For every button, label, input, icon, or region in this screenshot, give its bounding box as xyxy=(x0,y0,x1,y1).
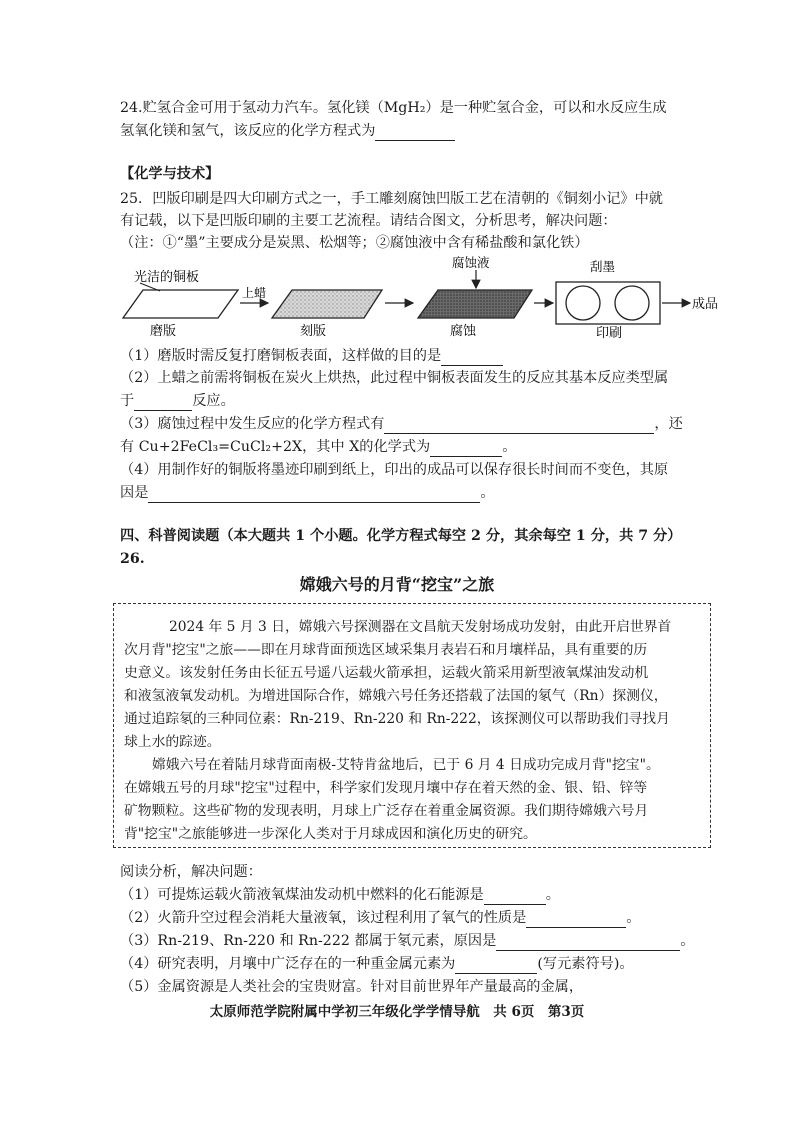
passage-line: 在嫦娥五号的月球"挖宝"过程中，科学家们发现月壤中存在着天然的金、银、铅、锌等 xyxy=(124,780,648,796)
q25-sub3b2: 。 xyxy=(502,439,517,455)
section-chem-tech: 【化学与技术】 xyxy=(120,166,220,182)
q25-line2: 有记载，以下是凹版印刷的主要工艺流程。请结合图文，分析思考，解决问题： xyxy=(120,213,617,229)
step-polish: 磨版 xyxy=(150,324,177,339)
process-diagram xyxy=(120,255,730,345)
q25-sub1-blank[interactable] xyxy=(441,350,503,366)
q25-sub2b2: 反应。 xyxy=(192,393,235,409)
plate-engrave xyxy=(272,290,382,318)
q26-sub3-blank[interactable] xyxy=(496,935,680,951)
q25-sub2-blank[interactable] xyxy=(134,395,192,411)
q26-sub2-blank[interactable] xyxy=(526,912,626,928)
q25-sub3-x-blank[interactable] xyxy=(430,441,502,457)
passage-line: 和液氢液氧发动机。为增进国际合作，嫦娥六号任务还搭载了法国的氡气（Rn）探测仪， xyxy=(124,688,668,704)
label-etchant: 腐蚀液 xyxy=(452,255,490,270)
q26-sub4-end: (写元素符号)。 xyxy=(537,956,634,972)
q25-sub3a-wrap xyxy=(120,414,683,434)
step-print: 印刷 xyxy=(596,326,623,341)
q25-sub1-wrap xyxy=(120,346,503,366)
q26-sub1-blank[interactable] xyxy=(484,889,546,905)
page-footer: 太原师范学院附属中学初三年级化学学情导航 共 6页 第3页 xyxy=(209,1004,585,1020)
arrow-wax-label: 上蜡 xyxy=(242,286,267,300)
step-etch: 腐蚀 xyxy=(450,324,477,339)
q25-sub2a: （2）上蜡之前需将铜板在炭火上烘热，此过程中铜板表面发生的反应其基本反应类型属 xyxy=(120,370,669,386)
q26-sub1-end: 。 xyxy=(545,887,560,903)
q25-sub2b-wrap xyxy=(120,391,235,411)
passage-line: 球上水的踪迹。 xyxy=(124,734,221,750)
q25-sub4a: （4）用制作好的铜版将墨迹印刷到纸上，印出的成品可以保存很长时间而不变色，其原 xyxy=(120,462,669,478)
q25-note: （注：①“墨”主要成分是炭黑、松烟等；②腐蚀液中含有稀盐酸和氯化铁） xyxy=(120,235,589,251)
q25-sub4b-wrap xyxy=(120,483,495,503)
q25-sub3-eq-blank[interactable] xyxy=(384,418,654,434)
passage-line: 嫦娥六号在着陆月球背面南极-艾特肯盆地后，已于 6 月 4 日成功完成月背"挖宝"。 xyxy=(152,757,660,773)
press-roller-right xyxy=(615,286,649,320)
plate-polish xyxy=(123,290,238,318)
q25-sub3b1: 有 Cu+2FeCl₃=CuCl₂+2X，其中 X的化学式为 xyxy=(120,439,431,455)
q26-sub3-end: 。 xyxy=(680,933,695,949)
q26-sub4-blank[interactable] xyxy=(455,958,537,974)
q24-line1: 24.贮氢合金可用于氢动力汽车。氢化镁（MgH₂）是一种贮氢合金，可以和水反应生成 xyxy=(120,100,667,116)
step-engrave: 刻版 xyxy=(300,324,327,339)
passage-title: 嫦娥六号的月背“挖宝”之旅 xyxy=(299,575,495,594)
q26-sub4: （4）研究表明，月壤中广泛存在的一种重金属元素为 xyxy=(120,956,456,972)
q26-number: 26. xyxy=(120,551,145,567)
label-scrape: 刮墨 xyxy=(590,259,616,274)
q25-sub2b1: 于 xyxy=(120,393,135,409)
q26-sub3: （3）Rn-219、Rn-220 和 Rn-222 都属于氡元素，原因是 xyxy=(120,933,497,949)
label-plate: 光洁的铜板 xyxy=(134,270,200,285)
q25-sub1: （1）磨版时需反复打磨铜板表面，这样做的目的是 xyxy=(120,348,442,364)
q26-sub2: （2）火箭升空过程会消耗大量液氧，该过程利用了氧气的性质是 xyxy=(120,910,527,926)
reading-prompt: 阅读分析，解决问题： xyxy=(120,864,262,880)
q26-sub4-wrap xyxy=(120,954,634,974)
q25-sub3a: （3）腐蚀过程中发生反应的化学方程式有 xyxy=(120,416,385,432)
q24-answer-blank[interactable] xyxy=(375,125,455,141)
q24-line2: 氢氧化镁和氢气，该反应的化学方程式为 xyxy=(120,123,376,139)
passage-line: 2024 年 5 月 3 日，嫦娥六号探测器在文昌航天发射场成功发射，由此开启世界首 xyxy=(169,619,672,635)
section4-heading: 四、科普阅读题（本大题共 1 个小题。化学方程式每空 2 分，其余每空 1 分，共 7 分） xyxy=(120,528,682,544)
q26-sub2-end: 。 xyxy=(626,910,641,926)
label-product: 成品 xyxy=(692,297,719,312)
q26-sub5: （5）金属资源是人类社会的宝贵财富。针对目前世界年产量最高的金属， xyxy=(120,979,584,995)
passage-line: 史意义。该发射任务由长征五号遥八运载火箭承担，运载火箭采用新型液氧煤油发动机 xyxy=(124,665,649,681)
q26-sub2-wrap xyxy=(120,908,640,928)
q24-line2-wrap xyxy=(120,121,455,141)
q26-sub3-wrap xyxy=(120,931,694,951)
press-roller-left xyxy=(566,286,600,320)
passage-line: 次月背"挖宝"之旅——即在月球背面预选区域采集月表岩石和月壤样品，具有重要的历 xyxy=(124,642,648,658)
q25-sub3a-end: ，还 xyxy=(654,416,683,432)
passage-line: 通过追踪氡的三种同位素：Rn-219、Rn-220 和 Rn-222，该探测仪可以帮助我们寻找月 xyxy=(124,711,670,727)
q25-line1: 25．凹版印刷是四大印刷方式之一，手工雕刻腐蚀凹版工艺在清朝的《铜刻小记》中就 xyxy=(120,191,663,207)
passage-line: 背"挖宝"之旅能够进一步深化人类对于月球成因和演化历史的研究。 xyxy=(124,826,537,842)
q25-sub3b-wrap xyxy=(120,437,516,457)
q25-sub4b1: 因是 xyxy=(120,485,149,501)
reading-passage-box xyxy=(113,603,711,848)
q25-sub4b2: 。 xyxy=(480,485,495,501)
q26-sub1: （1）可提炼运载火箭液氧煤油发动机中燃料的化石能源是 xyxy=(120,887,484,903)
passage-line: 矿物颗粒。这些矿物的发现表明，月球上广泛存在着重金属资源。我们期待嫦娥六号月 xyxy=(124,803,649,819)
q25-sub4-blank[interactable] xyxy=(148,487,480,503)
plate-etch xyxy=(418,290,532,318)
q26-sub1-wrap xyxy=(120,885,560,905)
